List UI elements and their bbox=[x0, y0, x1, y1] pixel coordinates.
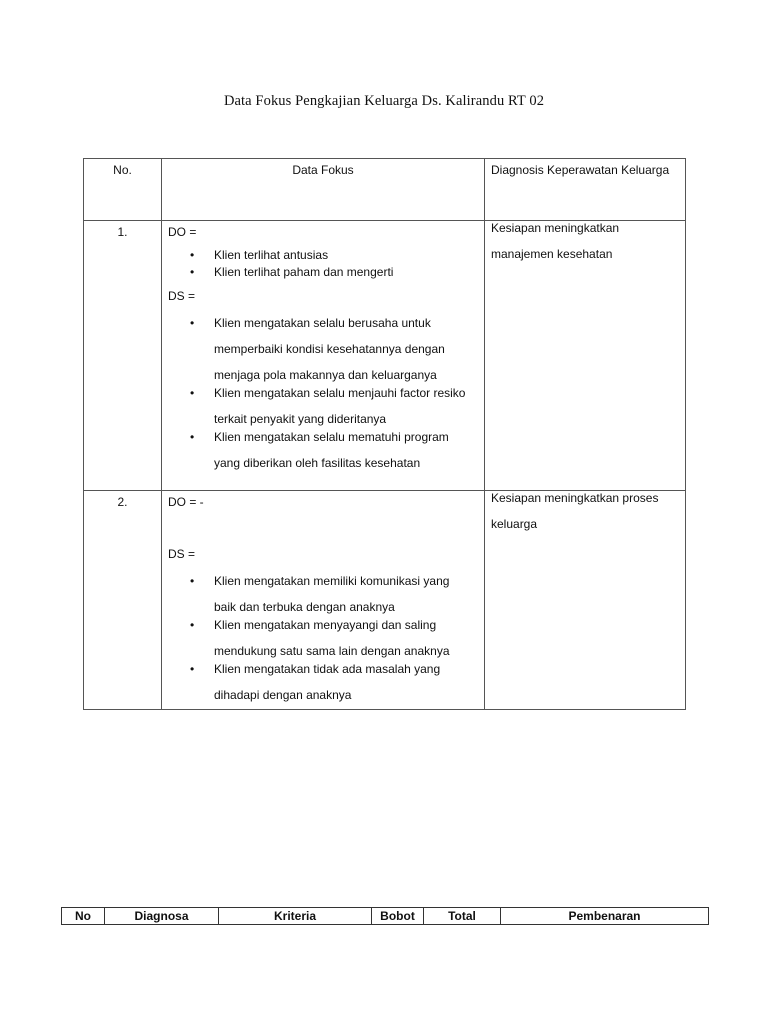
list-item: • Klien mengatakan selalu mematuhi program yang diberikan oleh fasilitas kesehatan bbox=[168, 424, 478, 476]
bullet-icon: • bbox=[190, 618, 195, 632]
table-row bbox=[84, 491, 686, 710]
list-item: • Klien mengatakan selalu berusaha untuk memperbaiki kondisi kesehatannya dengan menjaga pola makannya dan keluarganya bbox=[168, 310, 478, 388]
bullet-icon: • bbox=[190, 248, 195, 262]
bullet-icon: • bbox=[190, 574, 195, 588]
page-title: Data Fokus Pengkajian Keluarga Ds. Kalirandu RT 02 bbox=[223, 93, 545, 109]
data-fokus-table bbox=[83, 158, 686, 710]
table-header-row bbox=[84, 159, 686, 221]
scoring-table bbox=[61, 907, 709, 925]
ds-label: DS = bbox=[168, 289, 196, 303]
header-no: No. bbox=[84, 159, 162, 221]
table-row bbox=[84, 221, 686, 491]
ds-list bbox=[168, 568, 478, 708]
list-item: • Klien mengatakan memiliki komunikasi yang baik dan terbuka dengan anaknya bbox=[168, 568, 478, 620]
header-data-fokus: Data Fokus bbox=[162, 159, 485, 221]
ds-list bbox=[168, 310, 478, 476]
do-label: DO = - bbox=[168, 495, 204, 509]
diagnosis-cell: Kesiapan meningkatkan manajemen kesehatan bbox=[485, 221, 686, 491]
list-item: • Klien terlihat antusias bbox=[190, 248, 329, 262]
bullet-icon: • bbox=[190, 430, 195, 444]
header-bobot: Bobot bbox=[372, 908, 424, 925]
list-item: • Klien terlihat paham dan mengerti bbox=[190, 265, 394, 279]
header-diagnosa: Diagnosa bbox=[105, 908, 219, 925]
diagnosis-cell: Kesiapan meningkatkan proses keluarga bbox=[485, 491, 686, 710]
bullet-icon: • bbox=[190, 386, 195, 400]
list-item: • Klien mengatakan selalu menjauhi factor resiko terkait penyakit yang dideritanya bbox=[168, 380, 478, 432]
row-number: 2. bbox=[84, 491, 162, 710]
row-number: 1. bbox=[84, 221, 162, 491]
header-pembenaran: Pembenaran bbox=[501, 908, 709, 925]
do-list bbox=[168, 247, 478, 281]
header-total: Total bbox=[424, 908, 501, 925]
data-fokus-cell bbox=[162, 221, 485, 491]
header-no: No bbox=[62, 908, 105, 925]
bullet-icon: • bbox=[190, 265, 195, 279]
ds-label: DS = bbox=[168, 547, 196, 561]
header-kriteria: Kriteria bbox=[219, 908, 372, 925]
header-diagnosis: Diagnosis Keperawatan Keluarga bbox=[485, 159, 686, 221]
table-header-row bbox=[62, 908, 709, 925]
list-item: • Klien mengatakan menyayangi dan saling mendukung satu sama lain dengan anaknya bbox=[168, 612, 478, 664]
bullet-icon: • bbox=[190, 662, 195, 676]
data-fokus-cell bbox=[162, 491, 485, 710]
do-label: DO = bbox=[168, 225, 197, 239]
list-item: • Klien mengatakan tidak ada masalah yang dihadapi dengan anaknya bbox=[168, 656, 478, 708]
bullet-icon: • bbox=[190, 316, 195, 330]
